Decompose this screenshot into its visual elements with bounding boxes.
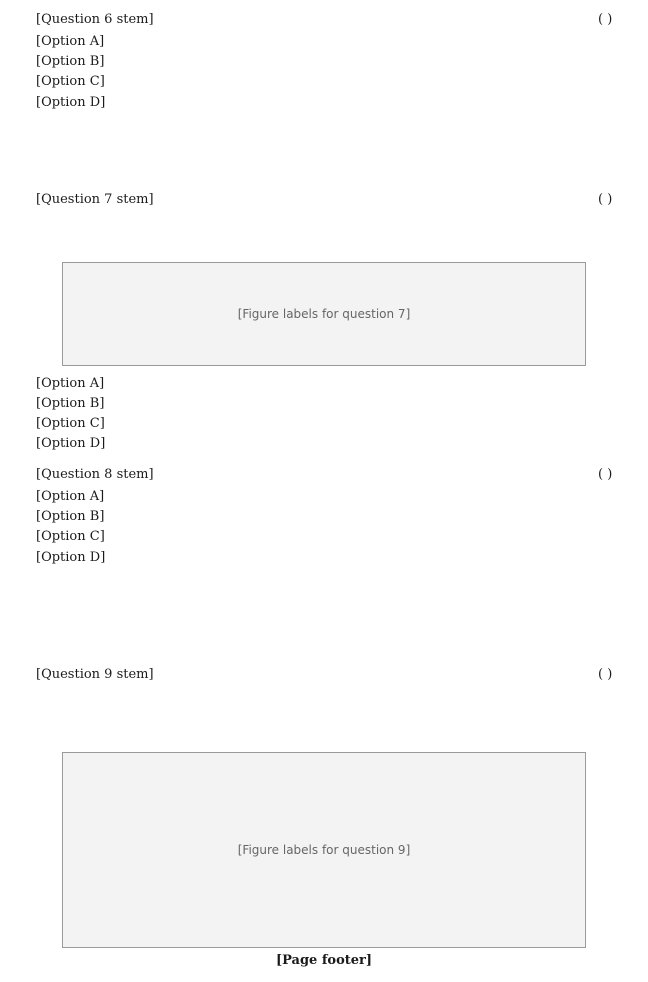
page-footer: [Page footer] [275, 953, 373, 968]
question-stem: [Question 6 stem] [36, 12, 154, 27]
option-b: [Option B] [36, 509, 105, 525]
question-9: [Question 9 stem] ( ) [36, 667, 613, 682]
question-6: [Question 6 stem] ( ) [Option A] [Option B] [Option C] [Option D] [36, 10, 616, 113]
option-list [36, 32, 616, 113]
option-c: [Option C] [36, 416, 105, 432]
option-a: [Option A] [36, 489, 105, 505]
option-list [36, 487, 616, 568]
question-7-options [36, 372, 616, 455]
option-d: [Option D] [36, 94, 106, 110]
question-stem: [Question 7 stem] [36, 192, 154, 207]
question-7-figure: [Figure labels for question 7] [62, 262, 586, 366]
option-c: [Option C] [36, 529, 105, 545]
option-a: [Option A] [36, 376, 105, 391]
question-8: [Question 8 stem] ( ) [Option A] [Option B] [Option C] [Option D] [36, 465, 616, 568]
question-stem: [Question 9 stem] [36, 667, 154, 682]
option-b: [Option B] [36, 54, 105, 70]
option-c: [Option C] [36, 74, 105, 90]
option-a: [Option A] [36, 34, 105, 50]
option-d: [Option D] [36, 549, 106, 565]
option-b: [Option B] [36, 396, 105, 412]
option-d: [Option D] [36, 436, 106, 452]
question-7: [Question 7 stem] ( ) [36, 192, 613, 207]
option-list [36, 374, 616, 455]
question-stem: [Question 8 stem] [36, 467, 154, 482]
question-9-figure: [Figure labels for question 9] [62, 752, 586, 948]
